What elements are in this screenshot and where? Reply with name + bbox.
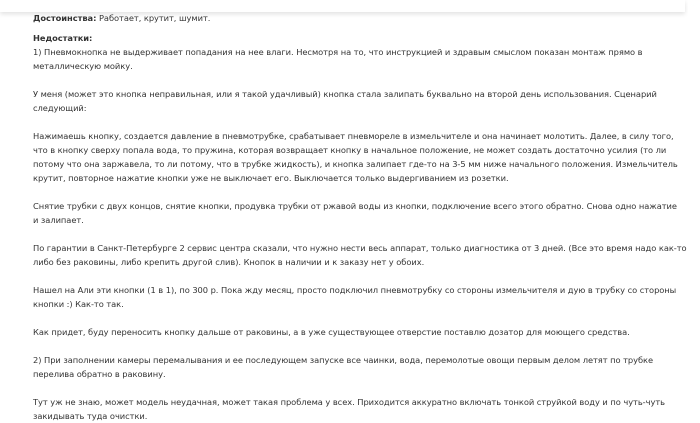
cons-paragraph-6: [33, 283, 677, 311]
text-line: закидывать туда очистки.: [33, 411, 148, 421]
cons-paragraph-3: [33, 129, 678, 185]
pros-text: Работает, крутит, шумит.: [98, 13, 211, 23]
text-line: Тут уж не знаю, может модель неудачная, может такая проблема у всех. Приходится аккуратно включать тонкой струйкой воду и по чуть-чуть: [33, 397, 665, 407]
pros-label: Достоинства:: [33, 13, 97, 23]
text-line: кнопки :) Как-то так.: [33, 299, 124, 309]
text-line: металлическую мойку.: [33, 61, 133, 71]
text-line: 2) При заполнении камеры перемалывания и ее последующем запуске все чаинки, вода, перемолотые овощи первым делом летят по трубке: [33, 355, 654, 365]
cons-paragraph-9: [33, 395, 665, 423]
cons-paragraph-2: [33, 87, 657, 115]
text-line: 1) Пневмокнопка не выдерживает попадания на нее влаги. Несмотря на то, что инструкцией и здравым смыслом показан монтаж прямо в: [33, 47, 643, 57]
text-line: Как придет, буду переносить кнопку дальше от раковины, а в уже существующее отверстие поставлю дозатор для моющего средства.: [33, 327, 630, 337]
text-line: что в кнопку сверху попала вода, то пружина, которая возвращает кнопку в начальное положение, не может создать достаточно усилия (то ли: [33, 145, 667, 155]
cons-paragraph-5: [33, 241, 687, 269]
text-line: Снятие трубки с двух концов, снятие кнопки, продувка трубки от ржавой воды из кнопки, подключение всего этого обратно. Снова одно нажатие: [33, 201, 677, 211]
text-line: крутит, повторное нажатие кнопки уже не выключает его. Выключается только выдергиванием из розетки.: [33, 173, 509, 183]
cons-paragraph-7: [33, 325, 630, 339]
text-line: У меня (может это кнопка неправильная, или я такой удачливый) кнопка стала залипать буквально на второй день использования. Сценарий: [33, 89, 657, 99]
text-line: либо без раковины, либо крепить другой слив). Кнопок в наличии и к заказу нет у обоих.: [33, 257, 425, 267]
pros-line: [33, 11, 593, 25]
scrollbar-track[interactable]: [688, 0, 700, 420]
cons-paragraph-8: [33, 353, 654, 381]
text-line: перелива обратно в раковину.: [33, 369, 166, 379]
cons-paragraph-4: [33, 199, 677, 227]
review-body: [33, 11, 687, 423]
text-line: потому что она заржавела, то ли потому, что в трубке жидкость), и кнопка залипает где-то на 3-5 мм ниже начального положения. Измельчитель: [33, 159, 678, 169]
text-line: Нашел на Али эти кнопки (1 в 1), по 300 р. Пока жду месяц, просто подключил пневмотрубку со стороны измельчителя и дую в трубку со стороны: [33, 285, 677, 295]
cons-paragraph-1: [33, 45, 643, 73]
text-line: По гарантии в Санкт-Петербурге 2 сервис центра сказали, что нужно нести весь аппарат, только диагностика от 3 дней. (Все это время надо как-то: [33, 243, 687, 253]
text-line: Нажимаешь кнопку, создается давление в пневмотрубке, срабатывает пневмореле в измельчителе и она начинает молотить. Далее, в силу того,: [33, 131, 674, 141]
cons-label: Недостатки:: [33, 33, 93, 43]
text-line: следующий:: [33, 103, 87, 113]
text-line: и залипает.: [33, 215, 84, 225]
